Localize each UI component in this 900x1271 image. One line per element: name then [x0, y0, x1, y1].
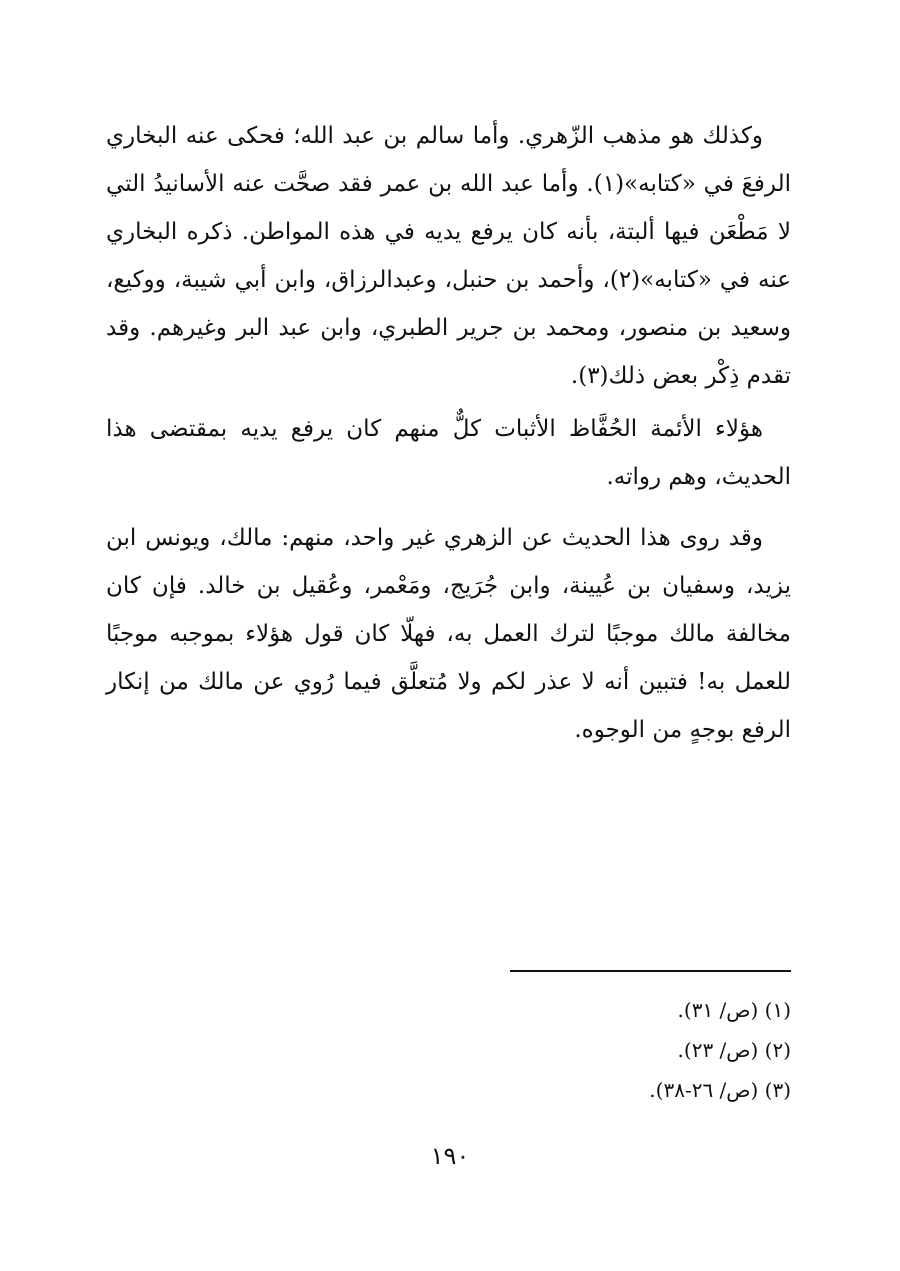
body-paragraph-3: [106, 514, 791, 754]
page-number: ١٩٠: [430, 1142, 470, 1170]
footnotes-section: [520, 990, 791, 1110]
footnote-2: (٢) (ص/ ٢٣).: [677, 1038, 791, 1062]
paragraph-text: وكذلك هو مذهب الزّهري. وأما سالم بن عبد الله؛ فحكى عنه البخاري الرفعَ في «كتابه»(١). وأما عبد الله بن عمر فقد صحَّت عنه الأسانيدُ التي لا مَطْعَن فيها ألبتة، بأنه كان يرفع يديه في هذه المواطن. ذكره البخاري عنه في «كتابه»(٢)، وأحمد بن حنبل، وعبدالرزاق، وابن أبي شيبة، ووكيع، وسعيد بن منصور، ومحمد بن جرير الطبري، وابن عبد البر وغيرهم. وقد تقدم ذِكْر بعض ذلك(٣).: [106, 123, 792, 389]
footnote-3: (٣) (ص/ ٢٦-٣٨).: [649, 1078, 791, 1102]
paragraph-text: وقد روى هذا الحديث عن الزهري غير واحد، منهم: مالك، ويونس ابن يزيد، وسفيان بن عُيينة، وابن جُرَيج، ومَعْمر، وعُقيل بن خالد. فإن كان مخالفة مالك موجبًا لترك العمل به، فهلّا كان قول هؤلاء بموجبه موجبًا للعمل به! فتبين أنه لا عذر لكم ولا مُتعلَّق فيما رُوي عن مالك من إنكار الرفع بوجهٍ من الوجوه.: [106, 525, 791, 743]
body-paragraph-2: [106, 405, 791, 501]
footnote-divider: [510, 970, 791, 972]
paragraph-text: هؤلاء الأئمة الحُفَّاظ الأثبات كلٌّ منهم كان يرفع يديه بمقتضى هذا الحديث، وهم رواته.: [106, 416, 791, 490]
body-paragraph-1: [106, 112, 791, 400]
footnote-1: (١) (ص/ ٣١).: [677, 998, 791, 1022]
